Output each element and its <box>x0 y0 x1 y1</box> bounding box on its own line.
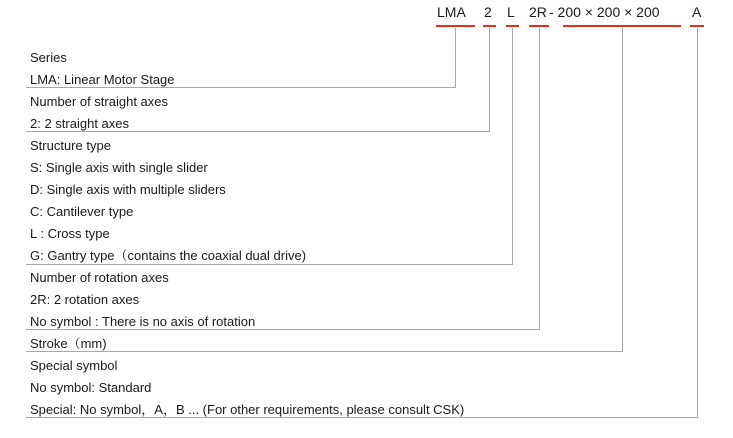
straight-axes-option: 2: 2 straight axes <box>30 116 129 131</box>
structure-option-d: D: Single axis with multiple sliders <box>30 182 226 197</box>
code-straight-axes: 2 <box>484 4 492 20</box>
connector-special <box>697 28 698 417</box>
connector-series <box>455 28 456 87</box>
underline-rotation <box>529 25 549 27</box>
series-option: LMA: Linear Motor Stage <box>30 72 175 87</box>
rotation-heading: Number of rotation axes <box>30 270 169 285</box>
underline-special <box>690 25 704 27</box>
code-rotation: 2R <box>529 4 547 20</box>
series-heading: Series <box>30 50 67 65</box>
underline-stroke <box>563 25 681 27</box>
underline-series <box>436 25 475 27</box>
special-option-standard: No symbol: Standard <box>30 380 152 395</box>
special-option-other: Special: No symbol，A，B ... (For other requirements, please consult CSK) <box>30 402 465 417</box>
code-special: A <box>692 4 702 20</box>
underline-straight-axes <box>483 25 496 27</box>
rotation-option-2r: 2R: 2 rotation axes <box>30 292 140 307</box>
rotation-option-none: No symbol : There is no axis of rotation <box>30 314 256 329</box>
structure-option-c: C: Cantilever type <box>30 204 134 219</box>
straight-axes-heading: Number of straight axes <box>30 94 169 109</box>
special-heading: Special symbol <box>30 358 118 373</box>
code-stroke: - 200 × 200 × 200 <box>549 4 660 20</box>
rule-stroke <box>26 351 623 352</box>
structure-heading: Structure type <box>30 138 111 153</box>
code-series: LMA <box>437 4 466 20</box>
structure-option-g: G: Gantry type（contains the coaxial dual drive) <box>30 248 307 263</box>
connector-rotation <box>539 28 540 329</box>
structure-option-l: L : Cross type <box>30 226 110 241</box>
rule-structure <box>26 264 513 265</box>
connector-structure <box>512 28 513 264</box>
stroke-heading: Stroke（mm) <box>30 336 107 351</box>
underline-structure <box>506 25 519 27</box>
structure-option-s: S: Single axis with single slider <box>30 160 208 175</box>
connector-straight-axes <box>489 28 490 131</box>
code-structure: L <box>507 4 515 20</box>
connector-stroke <box>622 28 623 351</box>
